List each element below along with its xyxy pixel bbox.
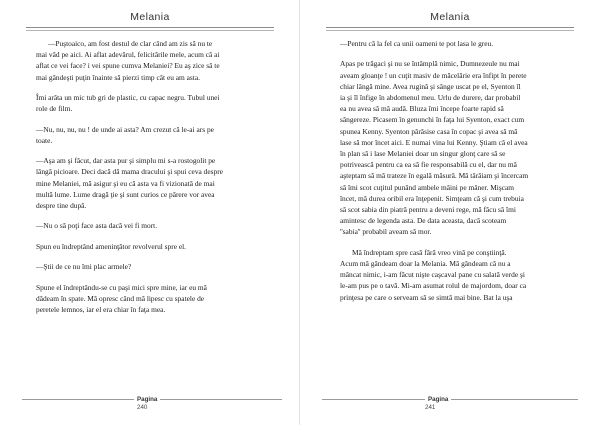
page-footer <box>300 392 600 420</box>
paragraph <box>340 58 576 237</box>
text-line: încet, mă durea oribil era înţepenit. Simţeam că şi cum trebuia <box>340 193 524 203</box>
page-body-text <box>36 38 272 324</box>
text-line: ''sabia'' probabil aveam să mor. <box>340 227 432 237</box>
text-line: spunea Kenny. Syenton părăsise casa în copac şi avea să mă <box>340 126 518 136</box>
text-line: Mă îndreptam spre casă fără vreo vină pe conştiinţă. <box>352 247 507 257</box>
text-line: mai văd pe aici. Ai aflat adevărul, felicitările mele, acum că ai <box>36 50 220 60</box>
text-line: în plan să i lase Melaniei doar un singur glonţ care să se <box>340 149 506 159</box>
text-line: aşteptam să mă trateze în egală măsură. Mă târâiam şi încercam <box>340 171 529 181</box>
text-line: amintesc de legenda asta. De data aceasta, dacă scoteam <box>340 216 507 226</box>
paragraph <box>36 92 272 114</box>
text-line: ea nu avea să mă audă. Bluza îmi începe foarte rapid să <box>340 104 504 114</box>
text-line: prinţesa pe care o serveam să se simtă mai bine. Bat la uşa <box>340 292 513 302</box>
page-number: 240 <box>137 404 148 411</box>
text-line: —Nu o să poţi face asta dacă vei fi mort. <box>36 221 158 231</box>
text-line: —Puştoaico, am fost destul de clar când am zis să nu te <box>48 39 213 48</box>
text-line: mine Melaniei, mă asigur şi eu că asta va fi vizionată de mai <box>36 178 215 188</box>
paragraph <box>36 241 272 252</box>
text-line: toate. <box>36 135 53 145</box>
text-line: mai gândeşti puţin înainte să pierzi timp cât eu am asta. <box>36 72 200 82</box>
text-line: să îmi scot cuţitul punând ambele mâini pe mâner. Mişcam <box>340 182 515 192</box>
text-line: mâncat nimic, i-am făcut nişte caşcaval pane cu salată verde şi <box>340 270 525 280</box>
text-line: le-am pus pe o tavă. Mi-am asumat rolul de majordom, doar ca <box>340 281 527 291</box>
text-line: —Aşa am şi făcut, dar asta pur şi simplu mi s-a rostogolit pe <box>36 156 216 166</box>
text-line: role de film. <box>36 104 73 114</box>
paragraph <box>36 38 272 83</box>
paragraph <box>36 155 272 211</box>
footer-page-label: Pagina <box>134 396 160 403</box>
text-line: lângă picioare. Deci dacă dă mama dracului şi spui ceva despre <box>36 167 223 177</box>
text-line: potrivească pentru ca ea să fie responsabilă cu el, dar nu mă <box>340 160 517 170</box>
page-header <box>326 10 574 32</box>
paragraph <box>36 124 272 146</box>
text-line: Acum mă gândeam doar la Melania. Mă gândeam că nu a <box>340 259 511 269</box>
text-line: multă lume. Lume dragă ţie şi sunt curios ce părere vor avea <box>36 189 215 199</box>
header-rule <box>26 27 274 31</box>
text-line: Spune el îndreptându-se cu paşi mici spre mine, iar eu mă <box>36 282 207 292</box>
page-body-text <box>340 38 576 312</box>
page-footer <box>0 392 300 420</box>
text-line: chiar lângă mine. Avea rugină şi sânge uscat pe el, Syenton îl <box>340 81 521 91</box>
page-header <box>26 10 274 32</box>
header-rule <box>326 27 574 31</box>
paragraph <box>36 220 272 231</box>
text-line: sângereze. Picasem în genunchi în faţa lui Syenton, exact cum <box>340 115 525 125</box>
paragraph <box>36 261 272 272</box>
text-line: —Ştii de ce nu îmi plac armele? <box>36 262 132 272</box>
text-line: Spun eu îndreptând ameninţător revolverul spre el. <box>36 241 187 251</box>
running-title: Melania <box>130 11 170 23</box>
text-line: aveam gloanţe ! un cuţit masiv de măcelărie era înfipt în perete <box>340 70 527 80</box>
paragraph <box>340 247 576 303</box>
text-line: aflat ce vei face? i vei spune cumva Melaniei? Eu aş zice să te <box>36 61 220 71</box>
running-title: Melania <box>430 11 470 23</box>
text-line: lase să mor încet aici. E numai vina lui Kenny. Ştiam că el avea <box>340 137 528 147</box>
footer-page-label: Pagina <box>425 396 451 403</box>
paragraph <box>36 282 272 316</box>
text-line: peretele lemnos, iar el era chiar în faţa mea. <box>36 304 166 314</box>
text-line: —Nu, nu, nu, nu ! de unde ai asta? Am crezut că le-ai ars pe <box>36 124 214 134</box>
text-line: dădeam în spate. Mă opresc când mă lipesc cu spatele de <box>36 293 205 303</box>
right-page <box>300 0 600 425</box>
text-line: Îmi arăta un mic tub gri de plastic, cu capac negru. Tubul unei <box>36 93 220 102</box>
text-line: să scot sabia din piatră pentru a deveni rege, mă făcu să îmi <box>340 205 516 215</box>
page-number: 241 <box>425 404 436 411</box>
paragraph <box>340 38 576 49</box>
text-line: Apas pe trăgaci şi nu se întâmplă nimic, Dumnezeule nu mai <box>340 59 520 69</box>
text-line: despre tine după. <box>36 201 87 210</box>
text-line: ia şi îl înfige în abdomenul meu. Urlu de durere, dar probabil <box>340 93 521 102</box>
text-line: —Pentru că la fel ca unii oameni te pot lasa le greu. <box>340 39 494 48</box>
